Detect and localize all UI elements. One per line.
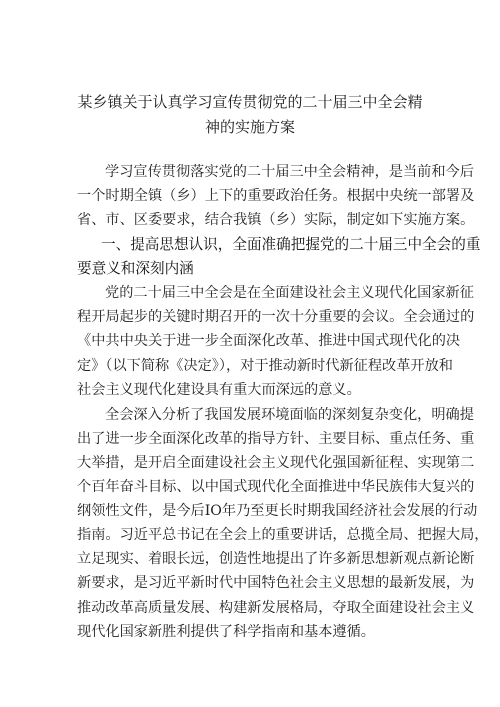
heading-line: 一、提高思想认识，全面准确把握党的二十届三中全会的重 bbox=[101, 236, 481, 254]
text-line: 大举措，是开启全面建设社会主义现代化强国新征程、实现第二 bbox=[77, 454, 475, 471]
text-line: 定》（以下简称《决定》），对于推动新时代新征程改革开放和 bbox=[77, 357, 453, 374]
text-line: 一个时期全镇（乡）上下的重要政治任务。根据中央统一部署及 bbox=[77, 188, 475, 205]
text-line: 新要求，是习近平新时代中国特色社会主义思想的最新发展，为 bbox=[77, 575, 475, 592]
text-line: 党的二十届三中全会是在全面建设社会主义现代化国家新征 bbox=[105, 285, 474, 302]
paragraph-2 bbox=[77, 403, 489, 644]
title-line: 神的实施方案 bbox=[204, 118, 295, 136]
text-line: 指南。习近平总书记在全会上的重要讲话，总揽全局、把握大局， bbox=[77, 527, 489, 544]
text-line: 学习宣传贯彻落实党的二十届三中全会精神，是当前和今后 bbox=[105, 164, 474, 180]
text-line: 《中共中央关于进一步全面深化改革、推进中国式现代化的决 bbox=[77, 333, 461, 350]
text-line: 立足现实、着眼长远，创造性地提出了许多新思想新观点新论断 bbox=[77, 551, 475, 568]
text-line: 全会深入分析了我国发展环境面临的深刻复杂变化，明确提 bbox=[105, 406, 474, 423]
text-line: 个百年奋斗目标、以中国式现代化全面推进中华民族伟大复兴的 bbox=[77, 479, 475, 496]
document-title bbox=[70, 90, 430, 140]
text-line: 现代化国家新胜利提供了科学指南和基本遵循。 bbox=[77, 623, 375, 640]
text-line: 出了进一步全面深化改革的指导方针、主要目标、重点任务、重 bbox=[77, 430, 475, 447]
text-line: 推动改革高质量发展、构建新发展格局，夺取全面建设社会主义 bbox=[77, 599, 475, 616]
text-line: 纲领性文件，是今后IO年乃至更长时期我国经济社会发展的行动 bbox=[77, 503, 478, 520]
document-body bbox=[77, 160, 489, 645]
title-line: 某乡镇关于认真学习宣传贯彻党的二十届三中全会精 bbox=[77, 93, 423, 111]
text-line: 省、市、区委要求，结合我镇（乡）实际，制定如下实施方案。 bbox=[77, 212, 475, 229]
text-line: 程开局起步的关键时期召开的一次十分重要的会议。全会通过的 bbox=[77, 309, 475, 326]
heading-line: 要意义和深刻内涵 bbox=[77, 259, 194, 277]
text-line: 社会主义现代化建设具有重大而深远的意义。 bbox=[77, 381, 361, 398]
paragraph-1 bbox=[77, 281, 475, 401]
intro-paragraph bbox=[77, 160, 475, 232]
section-heading-1 bbox=[77, 233, 481, 280]
